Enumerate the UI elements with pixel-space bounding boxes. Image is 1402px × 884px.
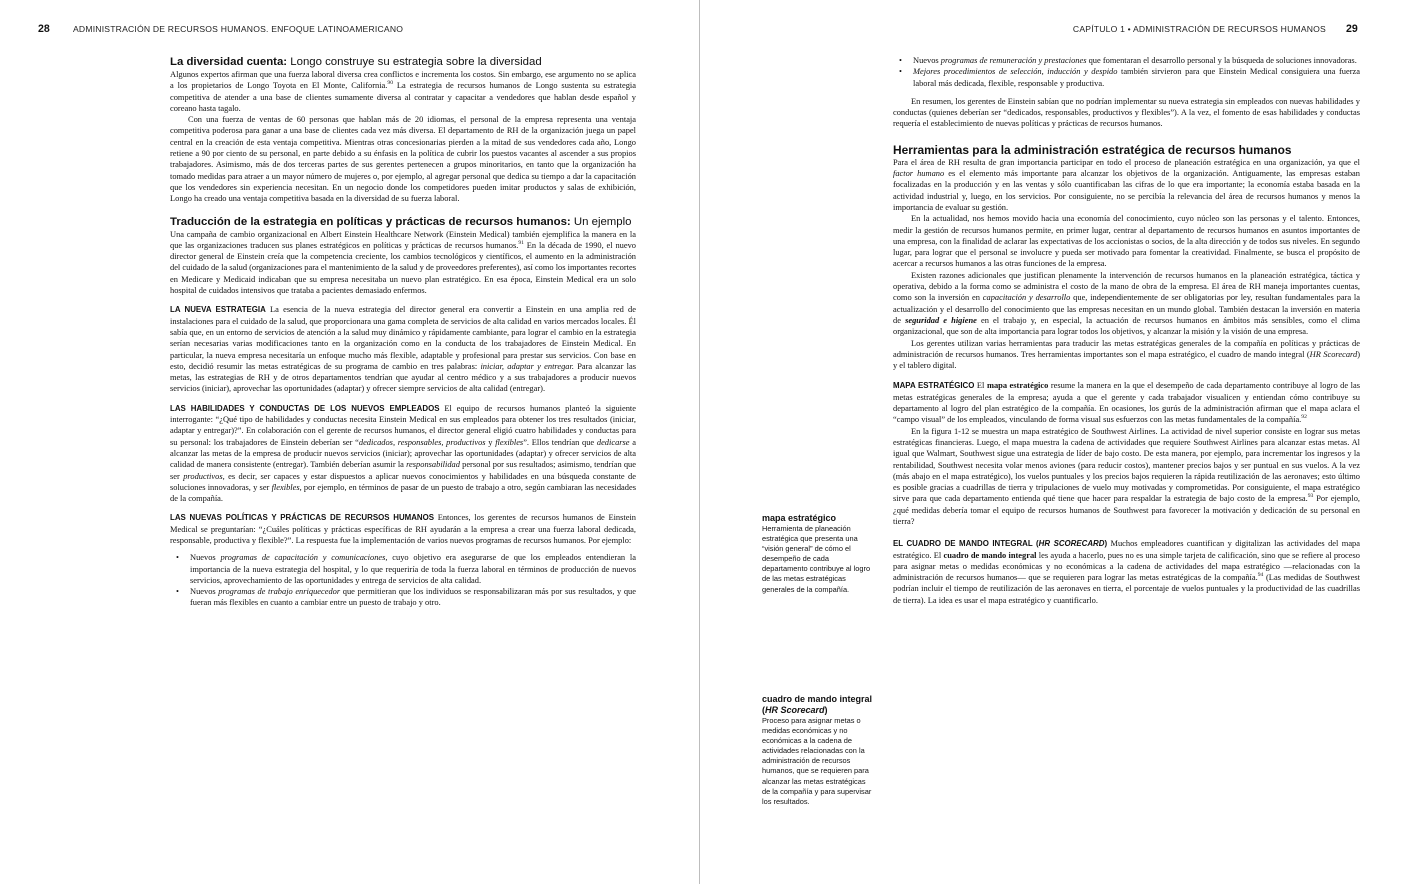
bullet-icon: • <box>176 552 179 563</box>
list-item: • Mejores procedimientos de selección, inducción y despido también sirvieron para que Einstein Medical consiguiera una fuerza laboral más dedicada, flexible, responsable y productiva. <box>899 66 1360 88</box>
paragraph-strategy-map: MAPA ESTRATÉGICO El mapa estratégico resume la manera en la que el desempeño de cada departamento contribuye al logro de las metas estratégicas generales de la empresa; ayuda a que el gerente y cada trabajador visualicen y entiendan cómo contribuye su departamento al logro del plan estratégico de la compañía. En ocasiones, los gurús de la administración afirman que el mapa aclara el “campo visual” de los empleados, vinculando de forma visual sus esfuerzos con las metas fundamentales de la compañía.$^{92}$ <box>893 380 1360 425</box>
paragraph-new-strategy: LA NUEVA ESTRATEGIA La esencia de la nueva estrategia del director general era convertir a Einstein en una amplia red de instalaciones para el cuidado de la salud, que proporcionara una gama completa de servicios de alta calidad en varios mercados locales. Él sabía que, en un entorno de servicios de atención a la salud muy dinámico y rápidamente cambiante, para lograr el cambio en la estrategia serían necesarias varias modificaciones tanto en la organización como en la conducta de los trabajadores de Einstein Medical. En particular, la nueva empresa necesitaría un enfoque mucho más flexible, adaptable y profesional para prestar sus servicios. Con base en esto, decidió resumir las metas estratégicas de su programa de cambio en tres palabras: iniciar, adaptar y entregar. Para alcanzar las metas, las estrategias de RH y de otros departamentos tendrían que ayudar al centro médico y a sus trabajadores a producir nuevos servicios (iniciar), aprovechar las oportunidades (adaptar) y ofrecer siempre servicios de alta calidad (entregar). <box>170 304 636 394</box>
footnote-ref: 92 <box>1301 414 1307 421</box>
paragraph: En la actualidad, nos hemos movido hacia una economía del conocimiento, cuyo núcleo son las personas y el talento. Entonces, medir la gestión de recursos humanos permite, en primer lugar, centrar al departamento de recursos humanos en asuntos importantes de una empresa, con la finalidad de aclarar las expectativas de los accionistas o socios, de la alta dirección y de todos sus niveles. En segundo lugar, para lograr que el personal se involucre y pueda ser motivado para fomentar la creatividad. Finalmente, se busca el propósito de acercar a recursos humanos a las otras funciones de la empresa. <box>893 213 1360 269</box>
paragraph-scorecard: EL CUADRO DE MANDO INTEGRAL (HR SCORECARD) Muchos empleadores cuantifican y digitalizan las actividades del mapa estratégico. El cuadro de mando integral les ayuda a hacerlo, pues no es una simple tarjeta de calificación, sino que se refiere al proceso para asignar metas o medidas económicas y no económicas a la cadena de actividades del mapa estratégico —relacionadas con la administración de recursos humanos— que se requieren para lograr las metas estratégicas de la compañía.$^{94}$ (Las medidas de Southwest podrían incluir el tiempo de reutilización de las aeronaves en tierra, el porcentaje de vuelos puntuales y la productividad de las cuadrillas de tierra). La idea es usar el mapa estratégico y cuantificarlo. <box>893 538 1360 605</box>
page-number: 29 <box>1346 23 1358 35</box>
paragraph: Una campaña de cambio organizacional en Albert Einstein Healthcare Network (Einstein Medical) también ejemplifica la manera en la que las organizaciones traducen sus planes estratégicos en políticas y prácticas de recursos humanos.$^{91}$ En la década de 1990, el nuevo director general de Einstein creía que la competencia creciente, los cambios tecnológicos y científicos, el aumento en la administración del cuidado de la salud (organizaciones para el mantenimiento de la salud y de proveedores preferentes), así como los importantes recortes en Medicare y Medicaid indicaban que su empresa necesitaba un nuevo plan estratégico. En esa época, Einstein Medical era un solo hospital de cuidados intensivos que trataba a pacientes demasiado enfermos. <box>170 228 636 296</box>
paragraph: En la figura 1-12 se muestra un mapa estratégico de Southwest Airlines. La actividad de nivel superior consiste en lograr sus metas estratégicas financieras. Luego, el mapa muestra la cadena de actividades que requiere Southwest Airlines para alcanzar estas metas. Al igual que Walmart, Southwest sigue una estrategia de líder de bajo costo. De esta manera, por ejemplo, para incrementar los ingresos y la rentabilidad, Southwest necesita volar menos aviones (para reducir costos), mantener precios bajos y ser puntual en sus vuelos. A la vez (más abajo en el mapa estratégico), los vuelos puntuales y los precios bajos requieren la rápida reutilización de las aeronaves; esto último es posible gracias a cuadrillas de tierra y tripulaciones de vuelo muy motivadas y comprometidas. Por consiguiente, el mapa estratégico sirve para que cada departamento entienda qué tiene que hacer para respaldar la estrategia de bajo costo de la empresa.$^{93}$ Por ejemplo, ¿qué medidas debería tomar el equipo de recursos humanos de Southwest para favorecer la motivación y dedicación de su personal en tierra? <box>893 425 1360 526</box>
glossary-definition: Herramienta de planeación estratégica que presenta una “visión general” de cómo el desempeño de cada departamento contribuye al logro de las metas estratégicas generales de la compañía. <box>762 524 871 594</box>
paragraph-skills: LAS HABILIDADES Y CONDUCTAS DE LOS NUEVOS EMPLEADOS El equipo de recursos humanos planteó la siguiente interrogante: “¿Qué tipo de habilidades y conductas necesita Einstein Medical en sus empleados para obtener los tres resultados (iniciar, adaptar y entregar)?”. En colaboración con el gerente de recursos humanos, el director general eligió cuatro habilidades y conductas para su personal: los trabajadores de Einstein deberían ser “dedicados, responsables, productivos y flexibles”. Ellos tendrían que dedicarse a alcanzar las metas de la empresa de producir nuevos servicios (iniciar); aprovechar las oportunidades (adaptar) y ofrecer servicios de alta calidad de manera consistente (entregar). También deberían asumir la responsabilidad personal por sus resultados; asimismo, tendrían que ser productivos, es decir, ser capaces y estar dispuestos a aplicar nuevos conocimientos y habilidades en una búsqueda constante de soluciones innovadoras, y ser flexibles, por ejemplo, en términos de pasar de un puesto de trabajo a otro, según cambiaran las necesidades de la compañía. <box>170 402 636 504</box>
bullet-icon: • <box>899 55 902 65</box>
run-in-heading: LAS NUEVAS POLÍTICAS Y PRÁCTICAS DE RECURSOS HUMANOS <box>170 513 435 523</box>
list-item: • Nuevos programas de trabajo enriquecedor que permitieran que los individuos se responsabilizaran más por sus resultados, y que fueran más flexibles en cuanto a cambiar entre un puesto de trabajo y otro. <box>176 586 636 608</box>
right-text-column <box>893 55 1360 606</box>
footnote-ref: 90 <box>387 80 393 87</box>
paragraph-new-policies: LAS NUEVAS POLÍTICAS Y PRÁCTICAS DE RECURSOS HUMANOS Entonces, los gerentes de recursos humanos de Einstein Medical se preguntarían: “¿Cuáles políticas y prácticas específicas de RH ayudarán a la empresa a crear una fuerza laboral dedicada, responsable, productiva y flexible?”. La respuesta fue la implementación de varios nuevos programas de recursos humanos. Por ejemplo: <box>170 512 636 545</box>
section-heading-diversity: La diversidad cuenta: Longo construye su estrategia sobre la diversidad <box>170 56 542 68</box>
run-in-heading: LA NUEVA ESTRATEGIA <box>170 305 266 315</box>
page-gutter <box>699 0 700 884</box>
bullet-icon: • <box>176 586 179 597</box>
running-head: CAPÍTULO 1 • ADMINISTRACIÓN DE RECURSOS HUMANOS <box>1072 24 1326 34</box>
run-in-heading: MAPA ESTRATÉGICO <box>893 381 975 391</box>
footnote-ref: 91 <box>518 240 524 247</box>
paragraph: En resumen, los gerentes de Einstein sabían que no podrían implementar su nueva estrategia sin empleados con nuevas habilidades y conductas (quienes deberían ser “dedicados, responsables, productivos y flexibles”). A la vez, el fomento de esas habilidades y conductas requería el establecimiento de nuevas políticas y prácticas de recursos humanos. <box>893 95 1360 129</box>
paragraph: Con una fuerza de ventas de 60 personas que hablan más de 20 idiomas, el personal de la empresa representa una ventaja competitiva poderosa para ganar a una base de clientes cada vez más diversa. El departamento de RH de la organización juega un papel central en la creación de esta ventaja competitiva. Mientras otras concesionarias pierden a la mitad de sus vendedores cada año, Longo retiene a 90 por ciento de su personal, en parte debido a su énfasis en la política de cubrir los puestos vacantes al ascender a sus propios trabajadores. Asimismo, más de dos terceras partes de sus gerentes pertenecen a grupos minoritarios, en tanto que la organización ha tomado medidas para atraer a un mayor número de mujeres o, por ejemplo, al agregar personal que dedica su tiempo a dar la capacitación que los vendedores sin experiencia necesitan. En un negocio donde los competidores pueden imitar productos y salas de exhibición, Longo ha creado una ventaja competitiva basada en la diversidad de su fuerza laboral. <box>170 114 636 204</box>
paragraph: Algunos expertos afirman que una fuerza laboral diversa crea conflictos e incrementa los costos. Sin embargo, ese argumento no se aplica a los propietarios de Longo Toyota en El Monte, California.$^{90}$ La estrategia de recursos humanos de Longo sustenta su estrategia competitiva de atender a una base de clientes sumamente diversa al contratar y capacitar a vendedores que hablan desde español y coreano hasta tagalo. <box>170 69 636 113</box>
glossary-definition: Proceso para asignar metas o medidas económicas y no económicas a la cadena de actividades relacionadas con la administración de recursos humanos, que se requieren para alcanzar las metas estratégicas de la compañía y para supervisar los resultados. <box>762 716 872 806</box>
running-head: ADMINISTRACIÓN DE RECURSOS HUMANOS. ENFOQUE LATINOAMERICANO <box>73 24 404 34</box>
run-in-heading: EL CUADRO DE MANDO INTEGRAL (HR SCORECARD) <box>893 539 1108 549</box>
margin-definition-scorecard <box>762 694 874 807</box>
paragraph: Los gerentes utilizan varias herramientas para traducir las metas estratégicas generales de la compañía en políticas y prácticas de administración de recursos humanos. Tres herramientas importantes son el mapa estratégico, el cuadro de mando integral (HR Scorecard) y el tablero digital. <box>893 337 1360 371</box>
paragraph: Existen razones adicionales que justifican plenamente la intervención de recursos humanos en la planeación estratégica, táctica y operativa, debido a la forma como se administra el costo de la mano de obra de la empresa. El área de RH maneja importantes cuentas, como son la inversión en capacitación y desarrollo que, independientemente de ser obligatorias por ley, resultan fundamentales para la actualización y el desarrollo del conocimiento que las empresas necesitan en un mundo global. También destacan la inversión en materia de seguridad e higiene en el trabajo y, en especial, la actuación de recursos humanos en ámbitos más sensibles, como el clima organizacional, que son de alta importancia para lograr todos los objetivos, y alcanzar la misión y la visión de una empresa. <box>893 269 1360 337</box>
run-in-heading: LAS HABILIDADES Y CONDUCTAS DE LOS NUEVOS EMPLEADOS <box>170 403 440 413</box>
footnote-ref: 93 <box>1307 493 1314 500</box>
paragraph: Para el área de RH resulta de gran importancia participar en todo el proceso de planeación estratégica en una organización, ya que el factor humano es el elemento más importante para alcanzar los objetivos de la organización. Antiguamente, las empresas estaban focalizadas en la producción y en las ventas y sólo cuantificaban las cifras de lo que era importante; la economía estaba basada en la actividad industrial y, luego, en los servicios. Por consiguiente, no se percibía la relevancia del área de recursos humanos y menos la importancia de evaluar su gestión. <box>893 156 1360 212</box>
glossary-term: mapa estratégico <box>762 513 837 523</box>
right-page <box>701 0 1402 884</box>
margin-definition-strategy-map <box>762 513 874 595</box>
section-heading-translation: Traducción de la estrategia en políticas y prácticas de recursos humanos: Un ejemplo <box>170 215 632 228</box>
left-page <box>0 0 699 884</box>
bullet-icon: • <box>899 66 902 77</box>
list-item: • Nuevos programas de capacitación y comunicaciones, cuyo objetivo era asegurarse de que los empleados entendieran la importancia de la nueva estrategia del hospital, y lo que requeriría de toda la fuerza laboral en términos de producción de nuevos servicios, aprovechamiento de las oportunidades y entrega de servicios de alta calidad. <box>176 552 636 585</box>
section-heading-tools: Herramientas para la administración estratégica de recursos humanos <box>893 142 1292 157</box>
footnote-ref: 94 <box>1257 572 1264 579</box>
bullet-list <box>170 552 636 608</box>
page-number: 28 <box>38 23 50 35</box>
list-item: • Nuevos programas de remuneración y prestaciones que fomentaran el desarrollo personal y la búsqueda de soluciones innovadoras. <box>899 55 1357 65</box>
glossary-term: cuadro de mando integral (HR Scorecard) <box>762 694 873 715</box>
left-text-column <box>170 55 636 609</box>
bullet-list <box>893 55 1360 89</box>
